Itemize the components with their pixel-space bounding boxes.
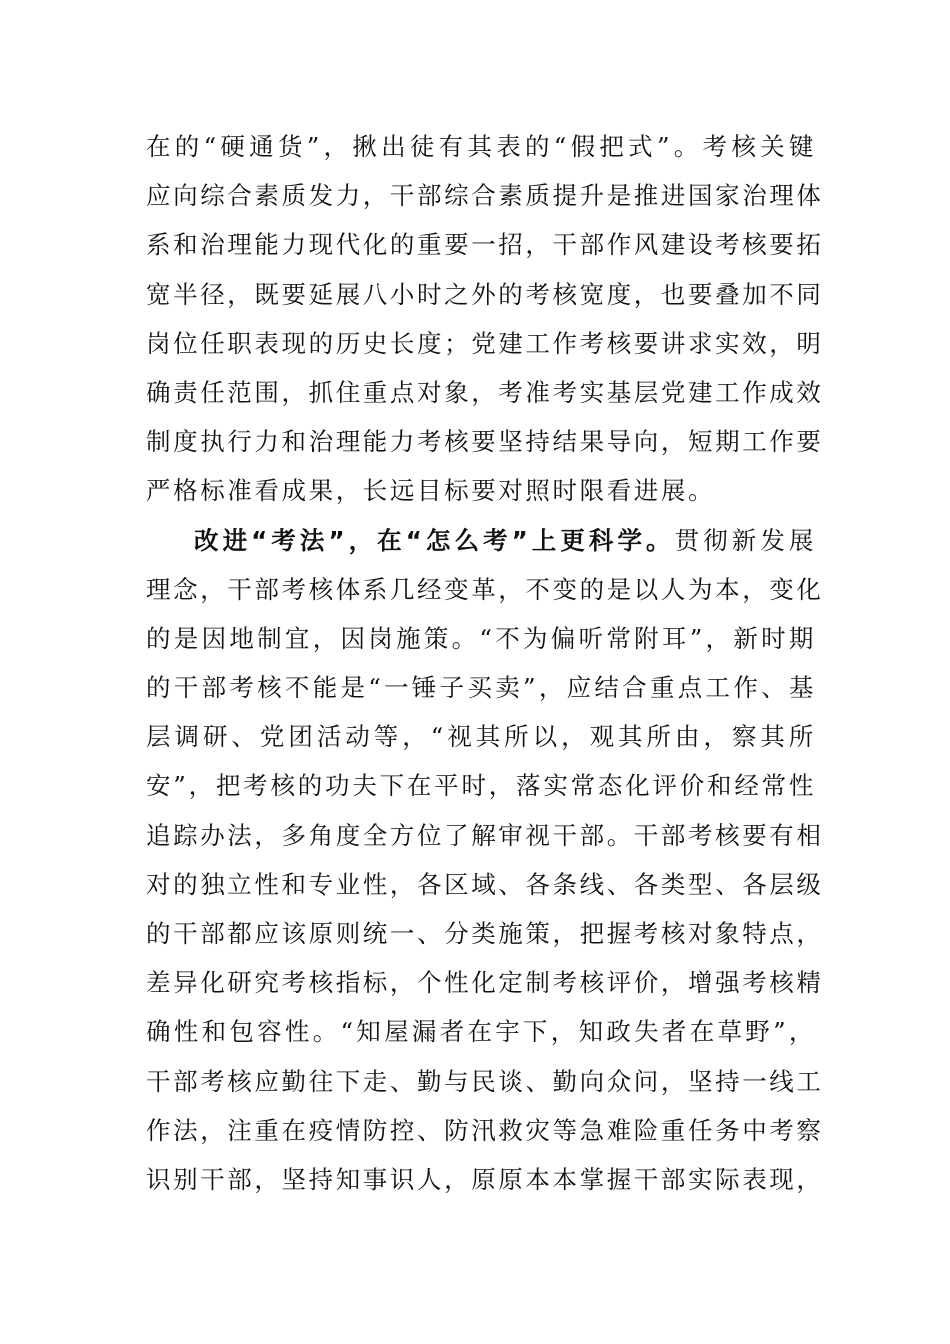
paragraph-2-line-7: 追踪办法，多角度全方位了解审视干部。干部考核要有相	[146, 820, 824, 850]
paragraph-1-line-3: 系和治理能力现代化的重要一招，干部作风建设考核要拓	[146, 230, 824, 260]
document-body	[146, 122, 824, 1204]
paragraph-1-line-2: 应向综合素质发力，干部综合素质提升是推进国家治理体	[146, 181, 824, 211]
paragraph-2-line-13: 作法，注重在疫情防控、防汛救灾等急难险重任务中考察	[146, 1115, 824, 1145]
paragraph-2-line-4: 的干部考核不能是“一锤子买卖”，应结合重点工作、基	[146, 673, 816, 703]
paragraph-2-line-14: 识别干部，坚持知事识人，原原本本掌握干部实际表现，	[146, 1164, 824, 1194]
paragraph-2-first-line	[146, 516, 816, 565]
paragraph-2-line-12: 干部考核应勤往下走、勤与民谈、勤向众问，坚持一线工	[146, 1066, 824, 1096]
paragraph-1-line-1: 在的“硬通货”，揪出徒有其表的“假把式”。考核关键	[146, 132, 816, 161]
paragraph-2-heading: 改进“考法”，在“怎么考”上更科学。	[194, 525, 675, 555]
paragraph-2-line-6: 安”，把考核的功夫下在平时，落实常态化评价和经常性	[146, 771, 816, 801]
paragraph-1-line-6: 确责任范围，抓住重点对象，考准考实基层党建工作成效	[146, 377, 824, 407]
paragraph-2-line-11: 确性和包容性。“知屋漏者在宇下，知政失者在草野”，	[146, 1017, 816, 1047]
paragraph-1-line-7: 制度执行力和治理能力考核要坚持结果导向，短期工作要	[146, 427, 824, 457]
paragraph-2-line-10: 差异化研究考核指标，个性化定制考核评价，增强考核精	[146, 968, 824, 998]
paragraph-2-first-line-rest: 贯彻新发展	[674, 525, 816, 555]
paragraph-2-line-8: 对的独立性和专业性，各区域、各条线、各类型、各层级	[146, 869, 824, 899]
paragraph-1-line-8: 严格标准看成果，长远目标要对照时限看进展。	[146, 476, 716, 506]
paragraph-1-line-4: 宽半径，既要延展八小时之外的考核宽度，也要叠加不同	[146, 279, 824, 309]
paragraph-2-line-5: 层调研、党团活动等，“视其所以，观其所由，察其所	[146, 722, 816, 752]
paragraph-2-line-9: 的干部都应该原则统一、分类施策，把握考核对象特点，	[146, 919, 824, 948]
paragraph-2-line-3: 的是因地制宜，因岗施策。“不为偏听常附耳”，新时期	[146, 623, 816, 653]
paragraph-2-line-2: 理念，干部考核体系几经变革，不变的是以人为本，变化	[146, 574, 824, 604]
paragraph-1-line-5: 岗位任职表现的历史长度；党建工作考核要讲求实效，明	[146, 328, 824, 358]
